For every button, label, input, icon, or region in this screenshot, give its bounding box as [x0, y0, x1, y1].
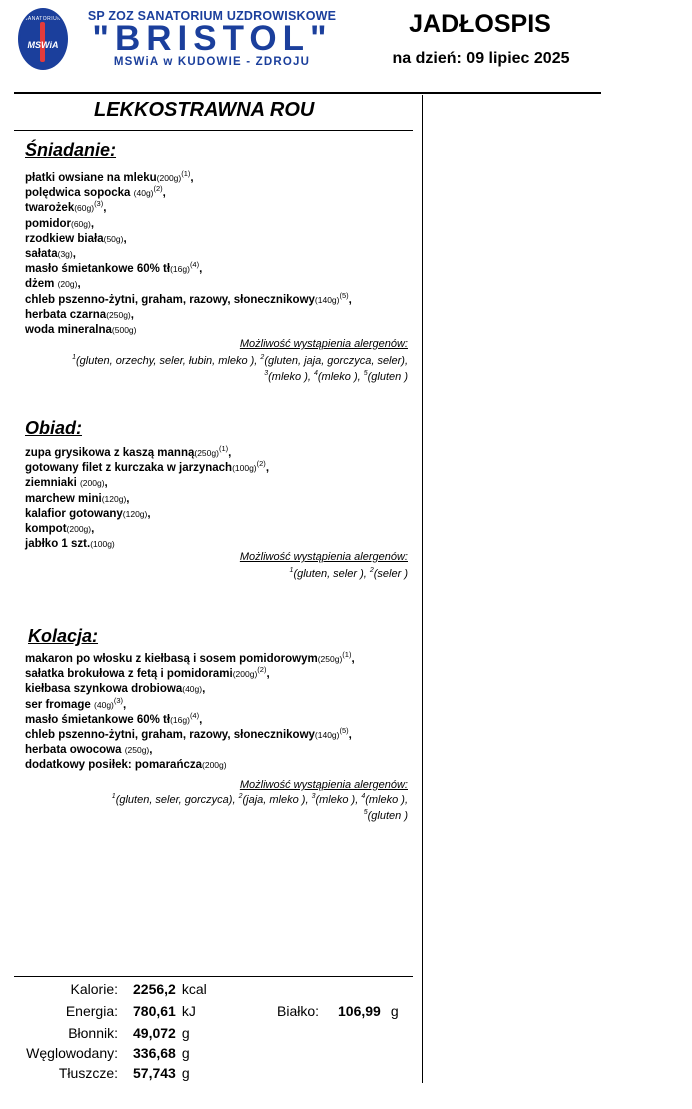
page-title: JADŁOSPIS — [409, 10, 551, 38]
menu-item: kompot(200g), — [25, 523, 95, 536]
menu-item: masło śmietankowe 60% $tł(16g)^{(4)}$, — [25, 710, 203, 726]
menu-item: marchew mini(120g), — [25, 492, 130, 505]
menu-item: masło śmietankowe 60% $tł(16g)^{(4)}$, — [25, 260, 203, 276]
protein-value: 106,99 g — [338, 1003, 399, 1019]
menu-item: makaron po włosku z kiełbasą i sosem $pomidorowym(250g)^{(1)}$, — [25, 650, 355, 665]
dinner-allergen-heading: Możliwość wystąpienia alergenów: — [239, 779, 408, 791]
allergen-line: $^1$(gluten, seler, gorczyca), $^2$(jaja, mleko ), $^3$(mleko ), $^4$(mleko ), — [111, 793, 408, 806]
logo-ring-text: SANATORIUM — [24, 16, 62, 22]
lunch-title: Obiad: — [25, 418, 82, 438]
menu-item: herbata czarna(250g), — [25, 308, 134, 321]
allergen-line: $^1$(gluten, orzechy, seler, łubin, mleko ), $^2$(gluten, jaja, gorczyca, seler), — [72, 354, 408, 367]
nutrition-divider — [14, 976, 413, 977]
menu-item: rzodkiew biała(50g), — [25, 232, 127, 245]
lunch-items — [25, 446, 269, 552]
brand-name: "BRISTOL" — [92, 19, 333, 58]
menu-item: polędwica sopocka $(40g)^{(2)}$, — [25, 184, 166, 200]
menu-item: zupa grysikowa z kaszą $manną(250g)^{(1)}$, — [25, 444, 232, 459]
menu-item: dodatkowy posiłek: pomarańcza(200g) — [25, 759, 227, 772]
dinner-items — [25, 652, 355, 774]
menu-item: jabłko 1 szt.(100g) — [25, 538, 115, 551]
allergen-line: $^3$(mleko ), $^4$(mleko ), $^5$(gluten ) — [264, 369, 408, 383]
breakfast-allergens — [22, 354, 408, 385]
org-subtitle: MSWiA w KUDOWIE - ZDROJU — [113, 56, 311, 68]
carbs-value: 336,68 g — [133, 1045, 190, 1061]
dinner-allergens — [22, 793, 408, 824]
energy-value: 780,61 kJ — [133, 1003, 196, 1019]
nutrition-summary — [0, 979, 420, 1089]
dinner-title: Kolacja: — [28, 626, 99, 646]
calories-value: 2256,2 kcal — [133, 981, 207, 997]
menu-item: woda mineralna(500g) — [25, 324, 137, 337]
menu-item: herbata owocowa (250g), — [25, 744, 153, 757]
menu-item: kalafior gotowany(120g), — [25, 507, 151, 520]
breakfast-items — [25, 171, 352, 338]
menu-item: kiełbasa szynkowa drobiowa(40g), — [25, 683, 206, 696]
fiber-label: Błonnik: — [68, 1025, 118, 1041]
sanatorium-logo — [18, 8, 68, 70]
menu-date: na dzień: 09 lipiec 2025 — [392, 50, 570, 67]
fiber-value: 49,072 g — [133, 1025, 190, 1041]
carbs-label: Węglowodany: — [26, 1045, 118, 1061]
menu-item: gotowany filet z kurczaka w $jarzynach(100g)^{(2)}$, — [25, 459, 270, 475]
lunch-allergens — [22, 567, 408, 583]
nutrition-row-energy — [0, 1001, 420, 1022]
fat-value: 57,743 g — [133, 1065, 190, 1081]
fat-label: Tłuszcze: — [58, 1065, 118, 1081]
nutrition-row-fiber — [0, 1023, 420, 1044]
menu-item: chleb pszenno-żytni, graham, razowy, $słonecznikowy(140g)^{(5)}$, — [25, 726, 352, 742]
menu-item: pomidor(60g), — [25, 217, 95, 230]
menu-item: ser fromage $(40g)^{(3)}$, — [25, 695, 127, 711]
diet-divider — [14, 130, 413, 131]
logo-text: MSWiA — [27, 40, 59, 50]
nutrition-row-carbs — [0, 1043, 420, 1064]
diet-name: LEKKOSTRAWNA ROU — [94, 99, 315, 121]
menu-item: $twarożek(60g)^{(3)}$, — [25, 199, 107, 215]
breakfast-allergen-heading: Możliwość wystąpienia alergenów: — [239, 338, 408, 350]
header-divider — [14, 92, 601, 94]
allergen-line: $^5$(gluten ) — [363, 808, 408, 822]
breakfast-title: Śniadanie: — [25, 140, 117, 160]
menu-item: płatki owsiane na $mleku(200g)^{(1)}$, — [25, 169, 194, 184]
lunch-allergen-heading: Możliwość wystąpienia alergenów: — [239, 551, 408, 563]
menu-item: sałatka brokułowa z fetą i $pomidorami(200g)^{(2)}$, — [25, 665, 270, 681]
menu-item: sałata(3g), — [25, 248, 76, 261]
org-name: SP ZOZ SANATORIUM UZDROWISKOWE — [87, 9, 337, 23]
nutrition-row-fat — [0, 1063, 420, 1084]
column-divider — [422, 95, 423, 1083]
menu-item: ziemniaki (200g), — [25, 477, 108, 490]
nutrition-row-calories — [0, 979, 420, 1000]
protein-label: Białko: — [277, 1003, 320, 1019]
energy-label: Energia: — [65, 1003, 118, 1019]
calories-label: Kalorie: — [70, 981, 118, 997]
menu-item: chleb pszenno-żytni, graham, razowy, $słonecznikowy(140g)^{(5)}$, — [25, 290, 352, 306]
allergen-line: $^1$(gluten, seler ), $^2$(seler ) — [289, 567, 408, 580]
menu-item: dżem (20g), — [25, 278, 81, 291]
